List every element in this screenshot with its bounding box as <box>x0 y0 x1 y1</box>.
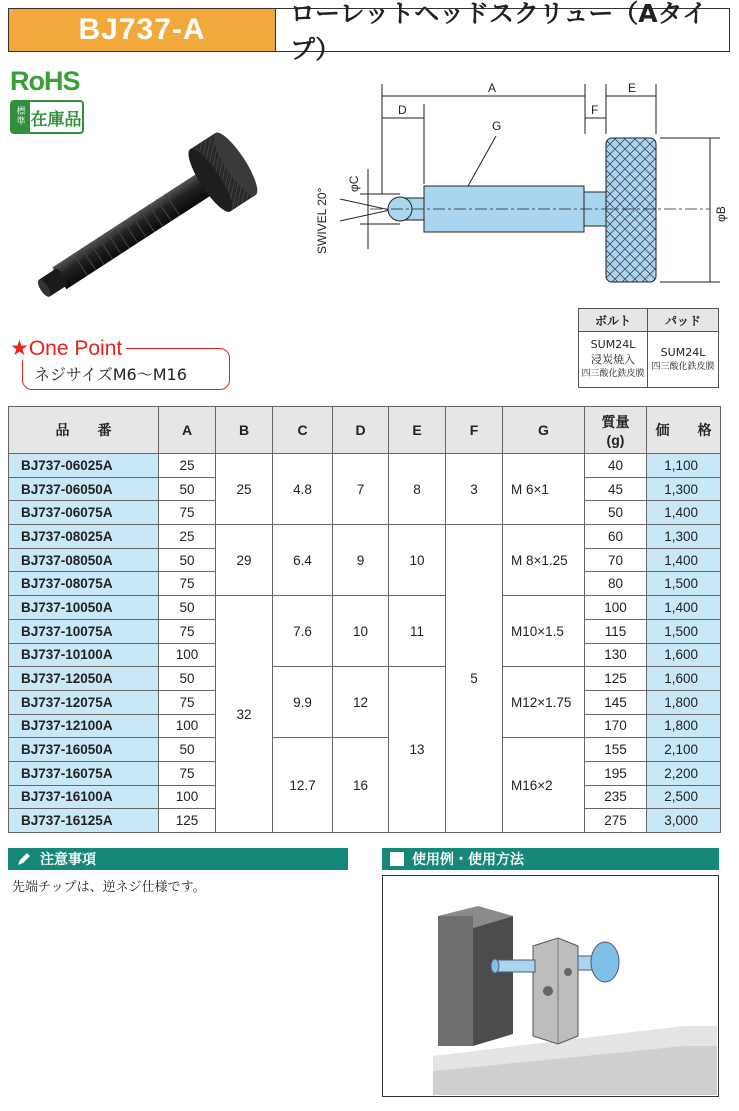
price: 3,000 <box>647 809 721 833</box>
dim-label-a: A <box>488 81 497 95</box>
stock-badge-text: 在庫品 <box>30 109 82 130</box>
mass: 45 <box>585 477 647 501</box>
col-header-c: C <box>273 407 333 454</box>
square-icon <box>390 852 404 866</box>
dim-label-g: G <box>492 119 502 133</box>
product-photo <box>20 118 305 313</box>
part-number: BJ737-08075A <box>9 572 159 596</box>
dim-a: 50 <box>159 667 216 691</box>
dim-c: 6.4 <box>273 525 333 596</box>
notes-section-bar <box>8 848 348 870</box>
pencil-icon <box>16 851 32 867</box>
dim-a: 50 <box>159 596 216 620</box>
col-header-f: F <box>446 407 503 454</box>
col-header-mass-unit: (g) <box>606 432 625 448</box>
part-number: BJ737-16125A <box>9 809 159 833</box>
table-row <box>9 525 721 549</box>
mass: 195 <box>585 761 647 785</box>
col-header-a: A <box>159 407 216 454</box>
thread-g: M16×2 <box>503 738 585 833</box>
table-row <box>9 454 721 478</box>
usage-illustration <box>383 876 717 1095</box>
material-bolt-line-1: SUM24L <box>590 338 636 351</box>
one-point-text: ネジサイズM6〜M16 <box>34 365 187 384</box>
material-header-pad: パッド <box>648 309 719 332</box>
dim-e: 10 <box>389 525 446 596</box>
dim-a: 100 <box>159 714 216 738</box>
stock-badge-char-1: 標 <box>16 107 26 117</box>
dim-d: 16 <box>333 738 389 833</box>
mass: 70 <box>585 548 647 572</box>
thread-g: M 6×1 <box>503 454 585 525</box>
dim-b: 32 <box>216 596 273 833</box>
dim-d: 10 <box>333 596 389 667</box>
table-row <box>9 596 721 620</box>
part-number: BJ737-16075A <box>9 761 159 785</box>
dim-b: 29 <box>216 525 273 596</box>
col-header-b: B <box>216 407 273 454</box>
dim-label-phi-c: φC <box>347 175 361 192</box>
thread-g: M 8×1.25 <box>503 525 585 596</box>
dim-a: 75 <box>159 501 216 525</box>
dim-label-swivel: SWIVEL 20° <box>315 187 329 254</box>
dim-a: 75 <box>159 690 216 714</box>
part-number: BJ737-10075A <box>9 619 159 643</box>
material-bolt <box>579 332 648 388</box>
table-row <box>9 667 721 691</box>
material-table <box>578 308 719 388</box>
price: 1,300 <box>647 525 721 549</box>
price: 1,300 <box>647 477 721 501</box>
col-header-d: D <box>333 407 389 454</box>
part-number: BJ737-12075A <box>9 690 159 714</box>
usage-illustration-box <box>382 875 719 1097</box>
col-header-mass-label: 質量 <box>601 414 630 430</box>
dim-label-f: F <box>591 103 599 117</box>
material-pad-line-1: SUM24L <box>660 345 706 359</box>
col-header-g: G <box>503 407 585 454</box>
dim-e: 8 <box>389 454 446 525</box>
mass: 275 <box>585 809 647 833</box>
dim-a: 50 <box>159 477 216 501</box>
one-point-title <box>10 336 126 361</box>
material-header-bolt: ボルト <box>579 309 648 332</box>
dim-a: 125 <box>159 809 216 833</box>
dim-e: 11 <box>389 596 446 667</box>
notes-text: 先端チップは、逆ネジ仕様です。 <box>12 880 206 895</box>
mass: 155 <box>585 738 647 762</box>
dim-a: 50 <box>159 548 216 572</box>
dim-label-e: E <box>628 81 637 95</box>
part-number: BJ737-06025A <box>9 454 159 478</box>
price: 1,500 <box>647 572 721 596</box>
mass: 100 <box>585 596 647 620</box>
col-header-price: 価 格 <box>647 407 721 454</box>
usage-section-bar <box>382 848 719 870</box>
dim-a: 75 <box>159 619 216 643</box>
mass: 80 <box>585 572 647 596</box>
usage-title: 使用例・使用方法 <box>412 852 524 868</box>
price: 1,800 <box>647 690 721 714</box>
thread-g: M10×1.5 <box>503 596 585 667</box>
part-number: BJ737-08025A <box>9 525 159 549</box>
mass: 145 <box>585 690 647 714</box>
mass: 115 <box>585 619 647 643</box>
price: 2,500 <box>647 785 721 809</box>
dim-c: 7.6 <box>273 596 333 667</box>
stock-badge-char-2: 準 <box>16 117 26 127</box>
dim-b: 25 <box>216 454 273 525</box>
product-name: ローレットヘッドスクリュー（Aタイプ） <box>290 0 708 64</box>
col-header-mass <box>585 407 647 454</box>
dim-f: 3 <box>446 454 503 525</box>
part-number: BJ737-16100A <box>9 785 159 809</box>
mass: 60 <box>585 525 647 549</box>
dim-c: 4.8 <box>273 454 333 525</box>
dim-e: 13 <box>389 667 446 833</box>
part-number: BJ737-10050A <box>9 596 159 620</box>
dim-c: 9.9 <box>273 667 333 738</box>
one-point-title-text: ★One Point <box>10 337 126 360</box>
price: 1,400 <box>647 596 721 620</box>
material-pad-line-2: 四三酸化鉄皮膜 <box>651 361 715 372</box>
price: 1,600 <box>647 643 721 667</box>
dim-a: 75 <box>159 572 216 596</box>
notes-title: 注意事項 <box>40 852 96 868</box>
price: 1,100 <box>647 454 721 478</box>
material-pad <box>648 332 719 388</box>
dim-label-phi-b: φB <box>714 206 728 222</box>
dim-a: 100 <box>159 643 216 667</box>
dim-d: 12 <box>333 667 389 738</box>
rohs-badge: RoHS <box>10 66 80 96</box>
price: 1,400 <box>647 548 721 572</box>
price: 1,600 <box>647 667 721 691</box>
mass: 170 <box>585 714 647 738</box>
price: 2,100 <box>647 738 721 762</box>
dim-label-d: D <box>398 103 407 117</box>
part-number: BJ737-10100A <box>9 643 159 667</box>
dim-d: 7 <box>333 454 389 525</box>
technical-drawing <box>300 74 735 306</box>
material-bolt-line-2: 浸炭焼入 <box>591 353 635 366</box>
part-number: BJ737-08050A <box>9 548 159 572</box>
col-header-part-no: 品 番 <box>9 407 159 454</box>
price: 1,400 <box>647 501 721 525</box>
price: 1,800 <box>647 714 721 738</box>
mass: 125 <box>585 667 647 691</box>
col-header-e: E <box>389 407 446 454</box>
mass: 40 <box>585 454 647 478</box>
dim-a: 50 <box>159 738 216 762</box>
dim-a: 100 <box>159 785 216 809</box>
dim-a: 25 <box>159 525 216 549</box>
dim-f: 5 <box>446 525 503 833</box>
price: 2,200 <box>647 761 721 785</box>
dim-d: 9 <box>333 525 389 596</box>
dim-a: 25 <box>159 454 216 478</box>
price: 1,500 <box>647 619 721 643</box>
product-header <box>8 0 730 64</box>
dim-a: 75 <box>159 761 216 785</box>
mass: 235 <box>585 785 647 809</box>
dim-c: 12.7 <box>273 738 333 833</box>
mass: 50 <box>585 501 647 525</box>
table-row <box>9 738 721 762</box>
thread-g: M12×1.75 <box>503 667 585 738</box>
spec-table <box>8 406 721 833</box>
part-number: BJ737-16050A <box>9 738 159 762</box>
part-number: BJ737-12050A <box>9 667 159 691</box>
material-bolt-line-3: 四三酸化鉄皮膜 <box>581 369 645 379</box>
part-number: BJ737-06050A <box>9 477 159 501</box>
part-number: BJ737-06075A <box>9 501 159 525</box>
product-code: BJ737-A <box>9 9 276 51</box>
part-number: BJ737-12100A <box>9 714 159 738</box>
mass: 130 <box>585 643 647 667</box>
